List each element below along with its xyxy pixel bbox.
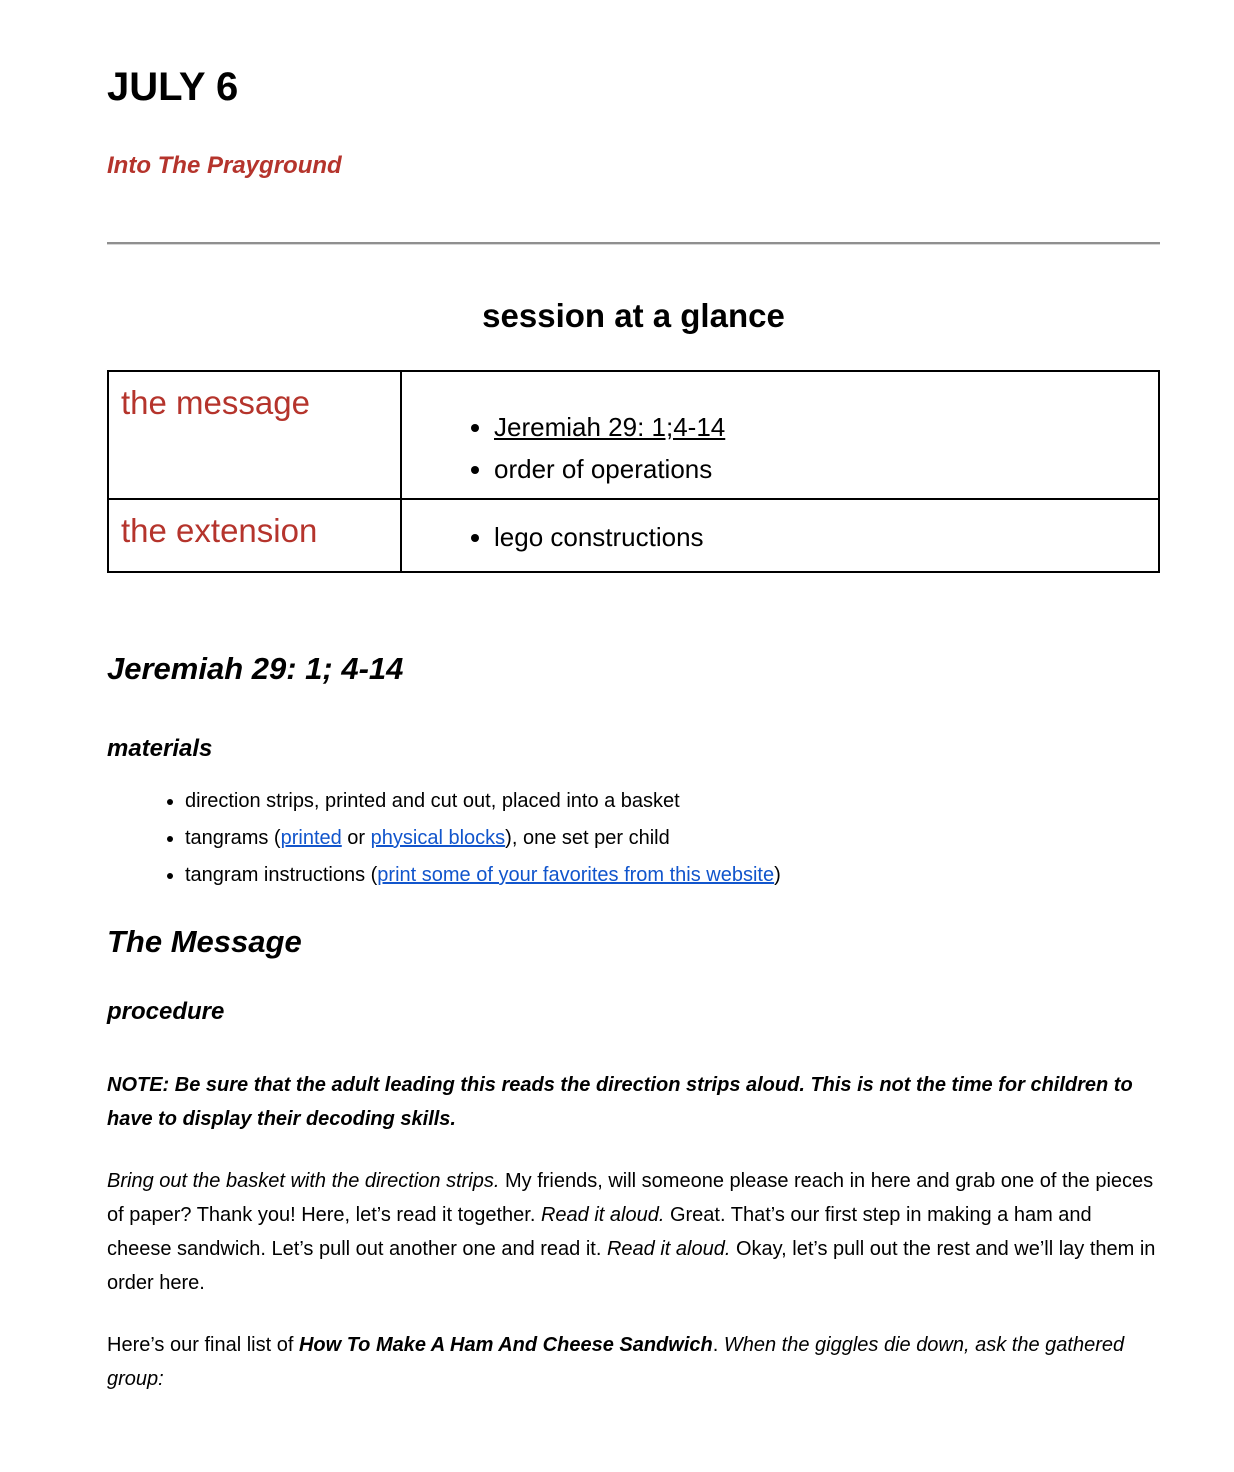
text-segment: When the giggles die down, ask the gathered group:: [107, 1334, 1125, 1390]
message-heading: The Message: [107, 924, 302, 959]
text-segment: Great. That’s our first step in making a ham and cheese sandwich. Let’s pull out another one and read it.: [107, 1204, 1092, 1260]
text-segment: My friends, will someone please reach in here and grab one of the pieces of paper? Thank you! Here, let’s read it together.: [107, 1170, 1154, 1226]
text-segment: Bring out the basket with the direction strips.: [107, 1170, 500, 1192]
materials-list: [107, 783, 1160, 894]
text-segment: ), one set per child: [505, 827, 670, 849]
session-glance-table: [107, 370, 1160, 573]
glance-heading: session at a glance: [482, 297, 785, 334]
text-segment: order of operations: [494, 454, 713, 484]
scripture-heading: Jeremiah 29: 1; 4-14: [107, 651, 404, 686]
text-segment: How To Make A Ham And Cheese Sandwich: [298, 1334, 713, 1356]
table-cell-extension-items: [401, 499, 1159, 572]
list-item: [185, 857, 1160, 894]
text-segment: Read it aloud.: [540, 1204, 665, 1226]
list-item: [494, 516, 1148, 558]
list-item: [185, 820, 1160, 857]
table-label-the-message: the message: [108, 371, 401, 499]
text-segment: direction strips, printed and cut out, placed into a basket: [185, 790, 680, 812]
text-segment: lego constructions: [494, 522, 704, 552]
table-row-message: [108, 371, 1159, 499]
list-item: [185, 783, 1160, 820]
note-paragraph: [107, 1068, 1160, 1136]
inline-link[interactable]: physical blocks: [370, 827, 506, 849]
table-row-extension: [108, 499, 1159, 572]
inline-link[interactable]: printed: [280, 827, 342, 849]
list-item: [494, 406, 1148, 448]
table-cell-message-items: [401, 371, 1159, 499]
table-label-the-extension: the extension: [108, 499, 401, 572]
text-segment: Okay, let’s pull out the rest and we’ll lay them in order here.: [107, 1238, 1156, 1294]
procedure-heading: procedure: [107, 998, 225, 1025]
text-segment: ): [774, 864, 781, 886]
text-segment: Read it aloud.: [606, 1238, 731, 1260]
final-list-paragraph: [107, 1328, 1160, 1396]
text-segment: Jeremiah 29: 1;4-14: [494, 412, 726, 442]
basket-paragraph: [107, 1164, 1160, 1300]
text-segment: Here’s our final list of: [107, 1334, 299, 1356]
text-segment: tangrams (: [185, 827, 281, 849]
list-item: [494, 448, 1148, 490]
text-segment: .: [712, 1334, 724, 1356]
text-segment: tangram instructions (: [185, 864, 378, 886]
page-subtitle: Into The Prayground: [107, 152, 342, 179]
extension-items-list: [430, 516, 1148, 558]
divider: [107, 242, 1160, 245]
materials-heading: materials: [107, 735, 213, 762]
page-title: JULY 6: [107, 65, 239, 109]
text-segment: NOTE: Be sure that the adult leading this reads the direction strips aloud. This is not the time for children to have to display their decoding skills.: [107, 1074, 1133, 1130]
inline-link[interactable]: print some of your favorites from this website: [377, 864, 775, 886]
message-items-list: [430, 406, 1148, 490]
text-segment: or: [341, 827, 371, 849]
